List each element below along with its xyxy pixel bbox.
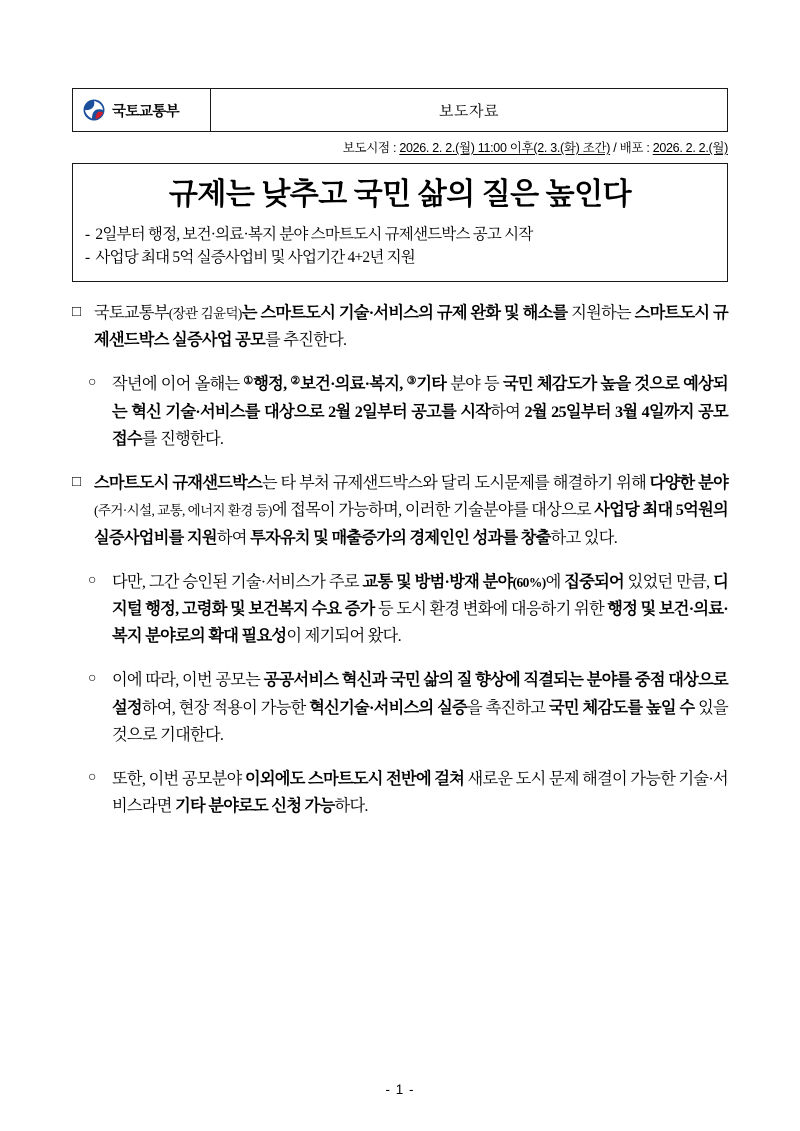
run-6: 를 추진한다.	[265, 331, 347, 350]
run-6: 국민 체감도를 높일 수	[549, 698, 695, 717]
run-8: 분야 등	[446, 375, 503, 394]
release-timing-line	[72, 138, 728, 156]
document-body	[72, 300, 728, 821]
paragraph-text	[94, 300, 728, 354]
paragraph-text	[112, 371, 728, 453]
run-5: 집중되어	[564, 572, 624, 591]
run-1: 스마트도시 규재샌드박스	[94, 474, 262, 493]
run-6: 사업당 최대 5억원의 실증사업비를 지원	[94, 501, 728, 547]
run-5: 에 접목이 가능하며, 이러한 기술분야를 대상으로	[271, 501, 595, 520]
run-2: 는 타 부처 규제샌드박스와 달리 도시문제를 해결하기 위해	[261, 474, 650, 493]
bullet-dash: -	[85, 248, 90, 266]
run-2: (장관 김윤덕)	[168, 306, 242, 321]
distribute-date: 2026. 2. 2.(월)	[652, 141, 728, 155]
paragraph-marker: ○	[88, 375, 96, 391]
paragraph-marker: ○	[88, 671, 96, 687]
ministry-name: 국토교통부	[112, 103, 180, 120]
paragraph-text	[112, 667, 728, 749]
paragraph-6	[72, 766, 728, 820]
paragraph-5	[72, 667, 728, 749]
run-3: 행정,	[253, 375, 291, 394]
run-3: 는 스마트도시 기술·서비스의 규제 완화 및 해소를	[241, 304, 568, 322]
paragraph-marker: □	[72, 304, 81, 320]
title-bullet-2-text: 사업당 최대 5억 실증사업비 및 사업기간 4+2년 지원	[95, 248, 415, 266]
paragraph-1	[72, 300, 728, 354]
run-5: 하다.	[334, 797, 368, 816]
document-type-label: 보도자료	[439, 103, 499, 120]
run-7: 디지털 행정, 고령화 및 보건복지 수요 증가	[112, 572, 728, 618]
run-6: 있었던 만큼,	[624, 572, 714, 591]
run-7: 하여	[216, 528, 251, 547]
run-3: 하여, 현장 적용이 가능한	[141, 698, 310, 717]
run-1: 이에 따라, 이번 공모는	[112, 671, 264, 690]
run-12: 를 진행한다.	[141, 429, 224, 448]
run-7: 있을 것으로 기대한다.	[112, 698, 728, 744]
run-2: 교통 및 방범·방재 분야	[362, 572, 513, 591]
run-1: 다만, 그간 승인된 기술·서비스가 주로	[112, 572, 363, 591]
title-bullet-1	[85, 223, 715, 246]
run-2: 이외에도 스마트도시 전반에 걸쳐	[244, 770, 465, 789]
distribute-label: 배포 :	[619, 141, 653, 155]
run-5: 보건·의료·복지,	[300, 375, 407, 394]
run-7: 기타	[416, 375, 447, 394]
release-embargo: 2026. 2. 2.(월) 11:00 이후(2. 3.(화) 조간)	[399, 141, 611, 155]
run-9: 국민 체감도가 높을 것으로 예상되는 혁신 기술·서비스를 대상으로 2월 2일부터 공고를 시작	[112, 375, 728, 421]
run-8: 투자유치 및 매출증가의 경제인인 성과를 창출	[250, 528, 551, 547]
run-1: 작년에 이어 올해는	[112, 375, 244, 394]
release-prefix: 보도시점 :	[342, 141, 400, 155]
release-separator: /	[610, 141, 620, 155]
paragraph-marker: ○	[88, 770, 96, 786]
run-3: 새로운 도시 문제 해결이 가능한 기술·서비스라면	[112, 770, 728, 816]
run-4: 에	[545, 572, 565, 591]
page-number: - 1 -	[385, 1082, 415, 1097]
title-bullet-1-text: 2일부터 행정, 보건·의료·복지 분야 스마트도시 규제샌드박스 공고 시작	[95, 225, 533, 243]
run-4: 혁신기술·서비스의 실증	[309, 698, 467, 717]
run-2: ①	[243, 375, 254, 388]
paragraph-2	[72, 371, 728, 453]
run-1: 국토교통부	[94, 304, 169, 322]
run-4: ②	[290, 375, 301, 388]
paragraph-3	[72, 470, 728, 552]
paragraph-text	[112, 766, 728, 820]
title-bullet-2	[85, 246, 715, 269]
run-10: 하여	[490, 402, 525, 421]
header-box	[72, 88, 728, 132]
run-4: 지원하는	[567, 304, 635, 322]
run-9: 행정 및 보건·의료·복지 분야로의 확대 필요성	[112, 599, 728, 646]
paragraph-text	[94, 470, 728, 552]
run-3: 다양한 분야	[649, 474, 729, 493]
title-box	[72, 163, 728, 282]
run-9: 하고 있다.	[550, 528, 618, 547]
paragraph-marker: □	[72, 474, 81, 491]
run-10: 이 제기되어 왔다.	[286, 627, 401, 646]
run-2: 공공서비스 혁신과 국민 삶의 질 향상에 직결되는 분야를 중점 대상으로 설정	[112, 671, 728, 717]
page-title: 규제는 낮추고 국민 삶의 질은 높인다	[168, 178, 632, 211]
paragraph-4	[72, 569, 728, 651]
run-5: 을 촉진하고	[466, 698, 549, 717]
run-11: 2월 25일부터 3월 4일까지 공모 접수	[112, 402, 728, 448]
paragraph-text	[112, 569, 728, 651]
run-6: ③	[406, 375, 417, 388]
run-5: 스마트도시 규제샌드박스 실증사업 공모	[94, 304, 728, 350]
run-1: 또한, 이번 공모분야	[112, 770, 245, 789]
government-emblem-icon	[83, 99, 105, 121]
header-ministry-block	[73, 89, 211, 131]
run-8: 등 도시 환경 변화에 대응하기 위한	[374, 599, 608, 618]
paragraph-marker: ○	[88, 572, 96, 588]
bullet-dash: -	[85, 225, 90, 243]
run-3: (60%)	[512, 574, 546, 590]
run-4: 기타 분야로도 신청 가능	[175, 797, 335, 816]
run-4: (주거·시설, 교통, 에너지 환경 등)	[94, 503, 272, 519]
